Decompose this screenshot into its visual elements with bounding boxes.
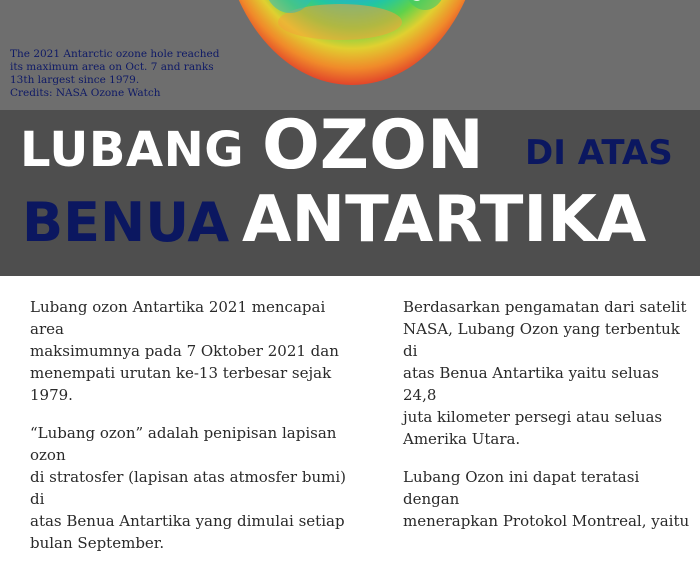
ozone-hole-map-image: [220, 0, 485, 85]
title-word-di-atas: DI ATAS: [525, 133, 673, 173]
article-column-left: [30, 296, 360, 570]
paragraph: Lubang ozon Antartika 2021 mencapai area maksimumnya pada 7 Oktober 2021 dan menempati urutan ke-13 terbesar sejak 1979.: [30, 298, 339, 404]
article-column-right: [403, 296, 693, 548]
caption-line: 13th largest since 1979.: [10, 74, 140, 86]
title-word-benua: BENUA: [22, 191, 230, 254]
title-word-lubang: LUBANG: [20, 122, 245, 178]
title-word-ozon: OZON: [262, 106, 484, 185]
caption-credit: Credits: NASA Ozone Watch: [10, 87, 161, 99]
paragraph: “Lubang ozon” adalah penipisan lapisan ozon di stratosfer (lapisan atas atmosfer bumi) di atas Benua Antartika yang dimulai setiap bulan September.: [30, 424, 346, 552]
paragraph: Berdasarkan pengamatan dari satelit NASA, Lubang Ozon yang terbentuk di atas Benua Antartika yaitu seluas 24,8 juta kilometer persegi atau seluas Amerika Utara.: [403, 298, 687, 448]
caption-line: its maximum area on Oct. 7 and ranks: [10, 61, 214, 73]
image-caption: [10, 48, 220, 100]
caption-line: The 2021 Antarctic ozone hole reached: [10, 48, 220, 60]
paragraph: Lubang Ozon ini dapat teratasi dengan menerapkan Protokol Montreal, yaitu: [403, 468, 690, 530]
title-word-antartika: ANTARTIKA: [242, 183, 647, 257]
